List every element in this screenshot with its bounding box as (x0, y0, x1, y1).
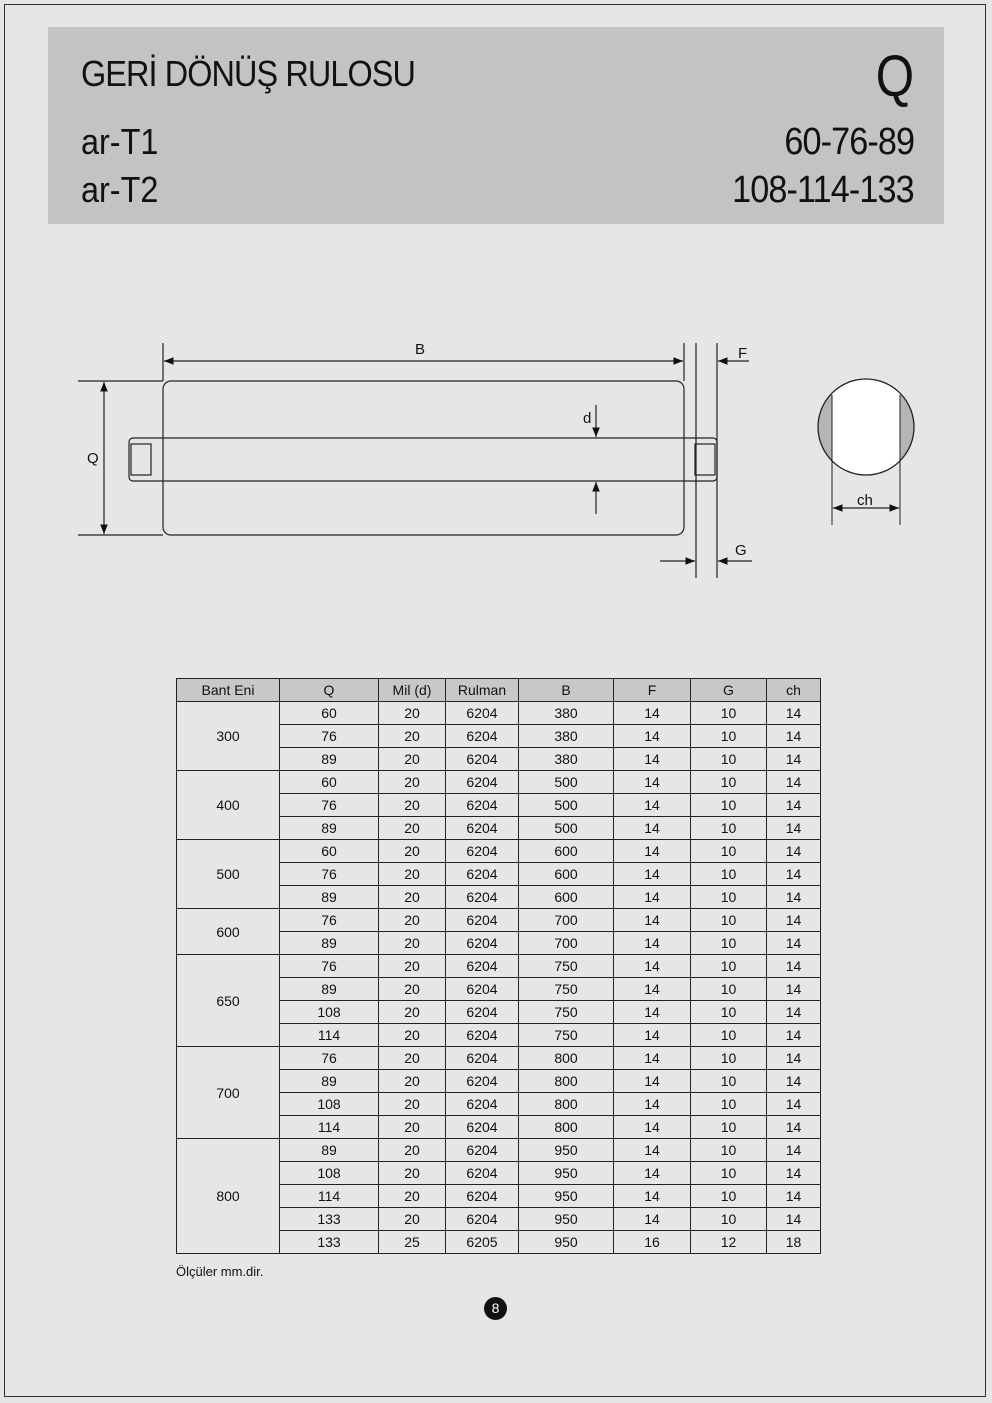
cell-mil: 20 (379, 1024, 446, 1047)
cell-ch: 14 (767, 1093, 821, 1116)
cell-f: 14 (614, 1047, 691, 1070)
cell-b: 800 (519, 1116, 614, 1139)
cell-f: 14 (614, 1001, 691, 1024)
cell-f: 14 (614, 840, 691, 863)
cell-q: 76 (280, 955, 379, 978)
cell-q: 89 (280, 932, 379, 955)
cell-mil: 20 (379, 1093, 446, 1116)
table-row (177, 909, 821, 932)
cell-g: 10 (691, 1070, 767, 1093)
cell-mil: 20 (379, 1139, 446, 1162)
cell-g: 10 (691, 840, 767, 863)
cell-mil: 20 (379, 1208, 446, 1231)
cell-ch: 14 (767, 771, 821, 794)
cell-b: 750 (519, 1001, 614, 1024)
cell-f: 14 (614, 909, 691, 932)
cell-f: 14 (614, 794, 691, 817)
cell-mil: 20 (379, 955, 446, 978)
cell-q: 76 (280, 1047, 379, 1070)
cell-rulman: 6204 (446, 1139, 519, 1162)
cell-ch: 14 (767, 725, 821, 748)
cell-q: 114 (280, 1116, 379, 1139)
cell-g: 12 (691, 1231, 767, 1254)
cell-mil: 20 (379, 1001, 446, 1024)
cell-b: 700 (519, 932, 614, 955)
cell-q: 60 (280, 702, 379, 725)
cell-b: 380 (519, 702, 614, 725)
cell-f: 14 (614, 1185, 691, 1208)
cell-g: 10 (691, 886, 767, 909)
cell-q: 114 (280, 1024, 379, 1047)
cell-q: 89 (280, 886, 379, 909)
cell-b: 600 (519, 863, 614, 886)
col-mil: Mil (d) (379, 679, 446, 702)
cell-g: 10 (691, 771, 767, 794)
cell-q: 114 (280, 1185, 379, 1208)
cell-mil: 20 (379, 1162, 446, 1185)
cell-mil: 20 (379, 1185, 446, 1208)
cell-q: 133 (280, 1208, 379, 1231)
cell-mil: 20 (379, 817, 446, 840)
cell-g: 10 (691, 1093, 767, 1116)
cell-g: 10 (691, 817, 767, 840)
shaft-flat-left (131, 444, 151, 475)
model-t2: ar-T2 (81, 169, 159, 210)
cell-mil: 20 (379, 1116, 446, 1139)
cell-g: 10 (691, 1047, 767, 1070)
bant-eni-cell: 650 (177, 955, 280, 1047)
table-row (177, 1047, 821, 1070)
page-title: GERİ DÖNÜŞ RULOSU (81, 53, 415, 94)
cell-rulman: 6204 (446, 932, 519, 955)
cell-g: 10 (691, 1001, 767, 1024)
cell-ch: 18 (767, 1231, 821, 1254)
cell-f: 14 (614, 1208, 691, 1231)
cell-ch: 14 (767, 909, 821, 932)
cell-g: 10 (691, 1139, 767, 1162)
cell-g: 10 (691, 863, 767, 886)
cell-mil: 20 (379, 1047, 446, 1070)
bant-eni-cell: 800 (177, 1139, 280, 1254)
bant-eni-cell: 600 (177, 909, 280, 955)
cell-g: 10 (691, 1024, 767, 1047)
cell-f: 14 (614, 1162, 691, 1185)
cell-q: 133 (280, 1231, 379, 1254)
cell-b: 750 (519, 978, 614, 1001)
cell-b: 500 (519, 794, 614, 817)
cell-ch: 14 (767, 1139, 821, 1162)
cell-mil: 20 (379, 840, 446, 863)
roller-diagram (0, 0, 992, 640)
label-d: d (583, 410, 592, 427)
cell-f: 14 (614, 817, 691, 840)
cell-f: 14 (614, 1116, 691, 1139)
cell-f: 14 (614, 748, 691, 771)
cell-ch: 14 (767, 1024, 821, 1047)
cell-f: 14 (614, 702, 691, 725)
cell-b: 500 (519, 771, 614, 794)
cell-q: 108 (280, 1093, 379, 1116)
cell-mil: 25 (379, 1231, 446, 1254)
cell-f: 14 (614, 1024, 691, 1047)
cell-b: 750 (519, 1024, 614, 1047)
cell-q: 108 (280, 1162, 379, 1185)
cell-rulman: 6204 (446, 886, 519, 909)
cell-mil: 20 (379, 702, 446, 725)
cell-rulman: 6204 (446, 771, 519, 794)
cell-rulman: 6204 (446, 1185, 519, 1208)
label-g: G (735, 542, 747, 559)
cell-ch: 14 (767, 748, 821, 771)
cell-q: 76 (280, 909, 379, 932)
shaft-flat-right (695, 444, 715, 475)
cell-mil: 20 (379, 886, 446, 909)
cell-mil: 20 (379, 932, 446, 955)
cell-ch: 14 (767, 886, 821, 909)
sizes-t2: 108-114-133 (732, 169, 914, 211)
cell-q: 89 (280, 748, 379, 771)
cell-f: 14 (614, 955, 691, 978)
cell-rulman: 6204 (446, 955, 519, 978)
cell-rulman: 6204 (446, 1093, 519, 1116)
cell-q: 76 (280, 863, 379, 886)
cell-g: 10 (691, 702, 767, 725)
col-q: Q (280, 679, 379, 702)
units-note: Ölçüler mm.dir. (176, 1264, 264, 1279)
cell-b: 380 (519, 725, 614, 748)
cell-mil: 20 (379, 909, 446, 932)
cell-f: 14 (614, 725, 691, 748)
table-row (177, 955, 821, 978)
cell-b: 600 (519, 886, 614, 909)
col-b: B (519, 679, 614, 702)
table-row (177, 702, 821, 725)
label-f: F (738, 345, 748, 362)
col-g: G (691, 679, 767, 702)
table-header-row (177, 679, 821, 702)
cell-g: 10 (691, 1162, 767, 1185)
cell-rulman: 6204 (446, 909, 519, 932)
cell-q: 89 (280, 978, 379, 1001)
cell-f: 14 (614, 1070, 691, 1093)
cell-b: 800 (519, 1093, 614, 1116)
table-row (177, 1139, 821, 1162)
cell-ch: 14 (767, 702, 821, 725)
cell-ch: 14 (767, 978, 821, 1001)
cell-b: 600 (519, 840, 614, 863)
cell-mil: 20 (379, 794, 446, 817)
cell-ch: 14 (767, 817, 821, 840)
cell-f: 14 (614, 886, 691, 909)
cell-f: 16 (614, 1231, 691, 1254)
roller-body (163, 381, 684, 535)
bant-eni-cell: 300 (177, 702, 280, 771)
cell-g: 10 (691, 725, 767, 748)
sizes-t1: 60-76-89 (784, 121, 914, 163)
cell-mil: 20 (379, 1070, 446, 1093)
cell-ch: 14 (767, 1047, 821, 1070)
table-row (177, 840, 821, 863)
cell-rulman: 6204 (446, 794, 519, 817)
cell-g: 10 (691, 955, 767, 978)
cell-b: 950 (519, 1231, 614, 1254)
cell-q: 89 (280, 1139, 379, 1162)
cell-mil: 20 (379, 725, 446, 748)
cell-ch: 14 (767, 1162, 821, 1185)
label-b: B (415, 341, 426, 358)
cell-ch: 14 (767, 1208, 821, 1231)
col-bant-eni: Bant Eni (177, 679, 280, 702)
cell-rulman: 6204 (446, 1162, 519, 1185)
cell-rulman: 6204 (446, 978, 519, 1001)
cell-rulman: 6205 (446, 1231, 519, 1254)
col-ch: ch (767, 679, 821, 702)
cell-q: 89 (280, 817, 379, 840)
cell-q: 89 (280, 1070, 379, 1093)
model-t1: ar-T1 (81, 121, 159, 162)
cell-g: 10 (691, 1116, 767, 1139)
cell-mil: 20 (379, 771, 446, 794)
cell-mil: 20 (379, 863, 446, 886)
cell-mil: 20 (379, 748, 446, 771)
cell-ch: 14 (767, 863, 821, 886)
cell-f: 14 (614, 978, 691, 1001)
cell-g: 10 (691, 909, 767, 932)
cell-ch: 14 (767, 1116, 821, 1139)
cell-b: 950 (519, 1139, 614, 1162)
cell-b: 950 (519, 1185, 614, 1208)
cell-rulman: 6204 (446, 1001, 519, 1024)
cell-b: 800 (519, 1070, 614, 1093)
label-q: Q (87, 450, 99, 467)
cell-b: 750 (519, 955, 614, 978)
cell-q: 76 (280, 794, 379, 817)
cell-b: 950 (519, 1208, 614, 1231)
cell-g: 10 (691, 978, 767, 1001)
cell-b: 500 (519, 817, 614, 840)
label-ch: ch (857, 492, 873, 509)
col-rulman: Rulman (446, 679, 519, 702)
table-body (177, 702, 821, 1254)
cell-ch: 14 (767, 932, 821, 955)
cell-rulman: 6204 (446, 840, 519, 863)
series-letter: Q (875, 44, 914, 109)
cell-ch: 14 (767, 794, 821, 817)
cell-g: 10 (691, 1208, 767, 1231)
cell-q: 60 (280, 840, 379, 863)
cell-q: 108 (280, 1001, 379, 1024)
cell-q: 76 (280, 725, 379, 748)
cell-ch: 14 (767, 840, 821, 863)
cell-b: 700 (519, 909, 614, 932)
cell-b: 380 (519, 748, 614, 771)
cell-rulman: 6204 (446, 702, 519, 725)
cell-b: 800 (519, 1047, 614, 1070)
cell-rulman: 6204 (446, 748, 519, 771)
cell-rulman: 6204 (446, 817, 519, 840)
cell-ch: 14 (767, 1001, 821, 1024)
cell-f: 14 (614, 1139, 691, 1162)
cell-g: 10 (691, 932, 767, 955)
cell-rulman: 6204 (446, 1070, 519, 1093)
cell-f: 14 (614, 932, 691, 955)
specs-table (176, 678, 821, 1254)
cell-ch: 14 (767, 1070, 821, 1093)
cell-rulman: 6204 (446, 725, 519, 748)
cell-g: 10 (691, 748, 767, 771)
cell-g: 10 (691, 794, 767, 817)
bant-eni-cell: 700 (177, 1047, 280, 1139)
cell-ch: 14 (767, 955, 821, 978)
bant-eni-cell: 400 (177, 771, 280, 840)
cell-f: 14 (614, 863, 691, 886)
cell-g: 10 (691, 1185, 767, 1208)
cell-rulman: 6204 (446, 1047, 519, 1070)
col-f: F (614, 679, 691, 702)
cell-rulman: 6204 (446, 1116, 519, 1139)
cell-rulman: 6204 (446, 1024, 519, 1047)
cell-q: 60 (280, 771, 379, 794)
cell-f: 14 (614, 771, 691, 794)
table-row (177, 771, 821, 794)
cell-rulman: 6204 (446, 1208, 519, 1231)
cell-mil: 20 (379, 978, 446, 1001)
roller-shaft (129, 438, 717, 481)
cell-b: 950 (519, 1162, 614, 1185)
page-number: 8 (484, 1297, 507, 1320)
cell-rulman: 6204 (446, 863, 519, 886)
bant-eni-cell: 500 (177, 840, 280, 909)
cell-f: 14 (614, 1093, 691, 1116)
cell-ch: 14 (767, 1185, 821, 1208)
